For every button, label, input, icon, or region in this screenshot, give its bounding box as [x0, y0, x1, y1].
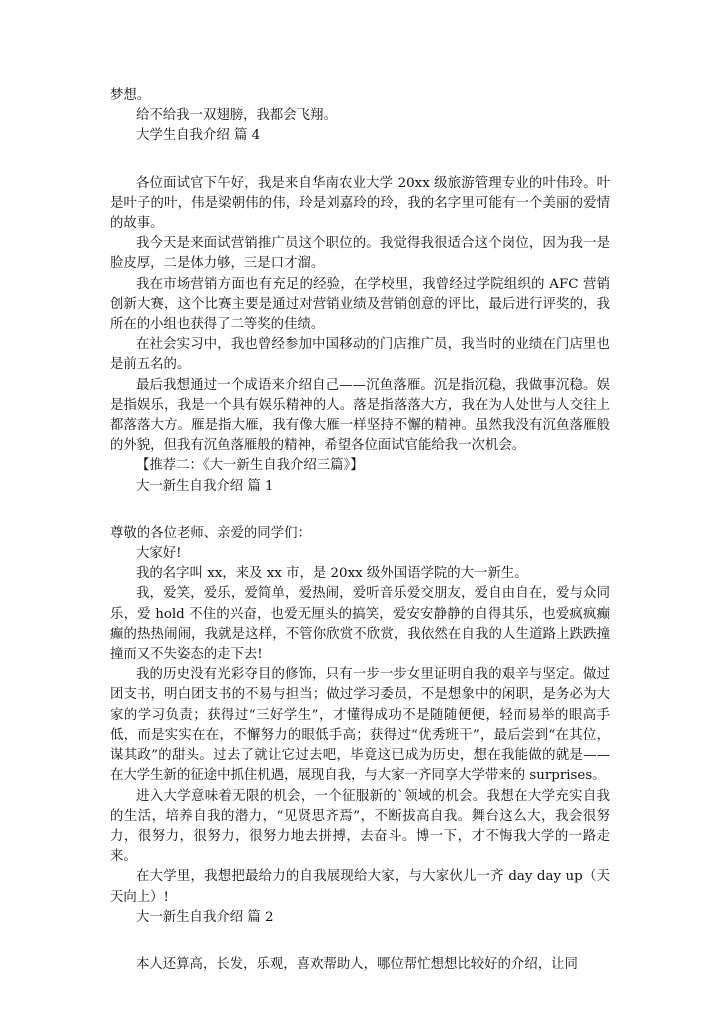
blank-line — [110, 147, 610, 174]
paragraph: 我在市场营销方面也有充足的经验，在学校里，我曾经过学院组织的 AFC 营销创新大赛，这个比赛主要是通过对营销业绩及营销创意的评比，最后进行评奖的，我所在的小组也获得了二等奖的佳绩。 — [110, 276, 610, 333]
section-heading: 大一新生自我介绍 篇 2 — [136, 909, 274, 925]
paragraph: 我的名字叫 xx，来及 xx 市，是 20xx 级外国语学院的大一新生。 — [136, 566, 528, 582]
blank-line — [110, 497, 610, 524]
paragraph: 在大学里，我想把最给力的自我展现给大家，与大家伙儿一齐 day day up（天天向上）! — [110, 869, 610, 905]
recommendation-heading: 【推荐二：《大一新生自我介绍三篇》】 — [136, 458, 364, 474]
document-page — [110, 86, 610, 975]
paragraph: 我的历史没有光彩夺目的修饰，只有一步一步女里证明自我的艰辛与坚定。做过团支书，明白团支书的不易与担当；做过学习委员，不是想象中的闲职，是务必为大家的学习负责；获得过“三好学生”，才懂得成功不是随随便便，轻而易举的眼高手低，而是实实在在，不懈努力的眼低手高；获得过“优秀班干”，最后尝到“在其位，谋其政”的甜头。过去了就让它过去吧，毕竟这已成为历史，想在我能做的就是——在大学生新的征途中抓住机遇，展现自我，与大家一齐同享大学带来的 surprises。 — [110, 667, 610, 784]
paragraph: 进入大学意味着无限的机会，一个征服新的`领域的机会。我想在大学充实自我的生活，培养自我的潜力，“见贤思齐焉”，不断拔高自我。舞台这么大，我会很努力，很努力，很努力，很努力地去拼搏，去奋斗。博一下，才不悔我大学的一路走来。 — [110, 788, 610, 865]
paragraph: 本人还算高，长发，乐观，喜欢帮助人，哪位帮忙想想比较好的介绍，让同 — [136, 956, 578, 972]
greeting: 尊敬的各位老师、亲爱的同学们： — [110, 525, 311, 541]
text-line: 给不给我一双翅膀，我都会飞翔。 — [136, 108, 337, 124]
text-line: 梦想。 — [110, 88, 151, 103]
paragraph: 在社会实习中，我也曾经参加中国移动的门店推广员，我当时的业绩在门店里也是前五名的。 — [110, 337, 610, 373]
paragraph: 最后我想通过一个成语来介绍自己——沉鱼落雁。沉是指沉稳，我做事沉稳。娱是指娱乐，我是一个具有娱乐精神的人。落是指落落大方，我在为人处世与人交往上都落落大方。雁是指大雁，我有像大雁一样坚持不懈的精神。虽然我没有沉鱼落雁般的外貌，但我有沉鱼落雁般的精神，希望各位面试官能给我一次机会。 — [110, 377, 610, 454]
blank-line — [110, 928, 610, 955]
paragraph: 各位面试官下午好，我是来自华南农业大学 20xx 级旅游管理专业的叶伟玲。叶是叶子的叶，伟是梁朝伟的伟，玲是刘嘉玲的玲，我的名字里可能有一个美丽的爱情的故事。 — [110, 175, 610, 232]
paragraph: 大家好! — [136, 546, 182, 562]
paragraph: 我，爱笑，爱乐，爱简单，爱热闹，爱听音乐爱交朋友，爱自由自在，爱与众同乐，爱 hold 不住的兴奋，也爱无厘头的搞笑，爱安安静静的自得其乐，也爱疯疯癫癫的热热闹闹，我就是这样，不管你欣赏不欣赏，我依然在自我的人生道路上跌跌撞撞而又不失姿态的走下去! — [110, 586, 610, 663]
section-heading: 大一新生自我介绍 篇 1 — [136, 478, 274, 494]
paragraph: 我今天是来面试营销推广员这个职位的。我觉得我很适合这个岗位，因为我一是脸皮厚，二是体力够，三是口才溜。 — [110, 236, 610, 272]
section-heading: 大学生自我介绍 篇 4 — [136, 128, 261, 144]
